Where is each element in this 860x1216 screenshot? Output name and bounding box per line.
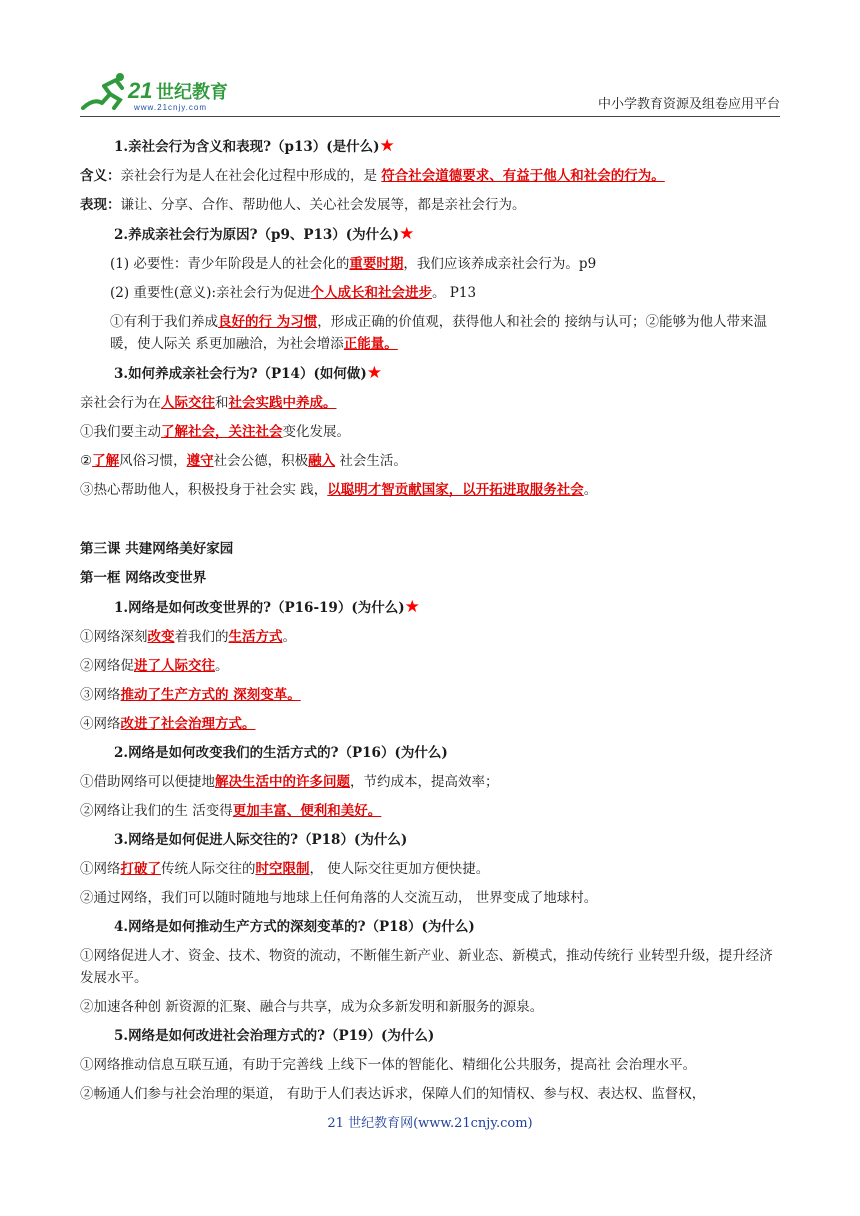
governance-line-1: ①网络推动信息互联互通，有助于完善线 上线下一体的智能化、精细化公共服务，提高社 会治理水平。 (80, 1057, 697, 1073)
life-line-1: ①借助网络可以便捷地解决生活中的许多问题，节约成本，提高效率； (80, 774, 499, 790)
question-2: 2.养成亲社会行为原因?（p9、P13）(为什么)★ (114, 224, 415, 244)
svg-text:世纪教育: 世纪教育 (156, 82, 228, 103)
production-line-2: ②加速各种创 新资源的汇聚、融合与共享，成为众多新发明和新服务的源泉。 (80, 999, 544, 1015)
production-paragraph-1: ①网络促进人才、资金、技术、物资的流动，不断催生新产业、新业态、新模式，推动传统行 业转型升级，提升经济发展水平。 (80, 948, 773, 986)
header-divider (80, 116, 780, 117)
page-header (80, 68, 780, 116)
life-line-2: ②网络让我们的生 活变得更加丰富、便利和美好。 (80, 803, 382, 819)
question-8: 5.网络是如何改进社会治理方式的?（P19）(为什么) (114, 1028, 435, 1044)
star-icon: ★ (366, 363, 382, 383)
definition-line: 含义：亲社会行为是人在社会化过程中形成的，是 符合社会道德要求、有益于他人和社会的行为。 (80, 168, 665, 184)
question-7: 4.网络是如何推动生产方式的深刻变革的?（P18）(为什么) (114, 919, 475, 935)
frame-title: 第一框 网络改变世界 (80, 570, 207, 586)
svg-text:21: 21 (128, 78, 153, 103)
site-logo (80, 70, 270, 112)
how-line-2: ①我们要主动了解社会，关注社会变化发展。 (80, 424, 350, 440)
how-line-3: ②了解风俗习惯，遵守社会公德，积极融入 社会生活。 (80, 453, 407, 469)
question-5: 2.网络是如何改变我们的生活方式的?（P16）(为什么) (114, 745, 448, 761)
document-body (80, 132, 780, 1109)
communication-line-1: ①网络打破了传统人际交往的时空限制， 使人际交往更加方便快捷。 (80, 861, 490, 877)
governance-line-2: ②畅通人们参与社会治理的渠道， 有助于人们表达诉求，保障人们的知情权、参与权、表达权、监督权， (80, 1086, 706, 1102)
star-icon: ★ (399, 224, 415, 244)
star-icon: ★ (404, 597, 420, 617)
footer-link[interactable]: 21 世纪教育网(www.21cnjy.com) (327, 1116, 533, 1131)
net-line-3: ③网络推动了生产方式的 深刻变革。 (80, 687, 301, 703)
how-line-1: 亲社会行为在人际交往和社会实践中养成。 (80, 395, 337, 411)
question-3: 3.如何养成亲社会行为?（P14）(如何做)★ (114, 363, 382, 383)
question-6: 3.网络是如何促进人际交往的?（P18）(为什么) (114, 832, 408, 848)
necessity-line: (1) 必要性：青少年阶段是人的社会化的重要时期，我们应该养成亲社会行为。p9 (110, 256, 597, 272)
manifestation-line: 表现：谦让、分享、合作、帮助他人、关心社会发展等，都是亲社会行为。 (80, 197, 526, 213)
benefit-paragraph: ①有利于我们养成良好的行 为习惯，形成正确的价值观，获得他人和社会的 接纳与认可；②能够为他人带来温暖，使人际关 系更加融洽，为社会增添正能量。 (110, 314, 767, 352)
importance-line: (2) 重要性(意义):亲社会行为促进个人成长和社会进步。 P13 (110, 285, 477, 301)
question-4: 1.网络是如何改变世界的?（P16-19）(为什么)★ (114, 597, 420, 617)
platform-name: 中小学教育资源及组卷应用平台 (597, 97, 780, 112)
svg-text:www.21cnjy.com: www.21cnjy.com (134, 103, 207, 112)
net-line-2: ②网络促进了人际交往。 (80, 658, 229, 674)
star-icon: ★ (379, 136, 395, 156)
question-1: 1.亲社会行为含义和表现?（p13）(是什么)★ (114, 136, 395, 156)
net-line-4: ④网络改进了社会治理方式。 (80, 716, 256, 732)
communication-line-2: ②通过网络，我们可以随时随地与地球上任何角落的人交流互动， 世界变成了地球村。 (80, 890, 598, 906)
net-line-1: ①网络深刻改变着我们的生活方式。 (80, 629, 296, 645)
lesson-title: 第三课 共建网络美好家园 (80, 541, 234, 557)
how-line-4: ③热心帮助他人，积极投身于社会实 践，以聪明才智贡献国家，以开拓进取服务社会。 (80, 482, 598, 498)
